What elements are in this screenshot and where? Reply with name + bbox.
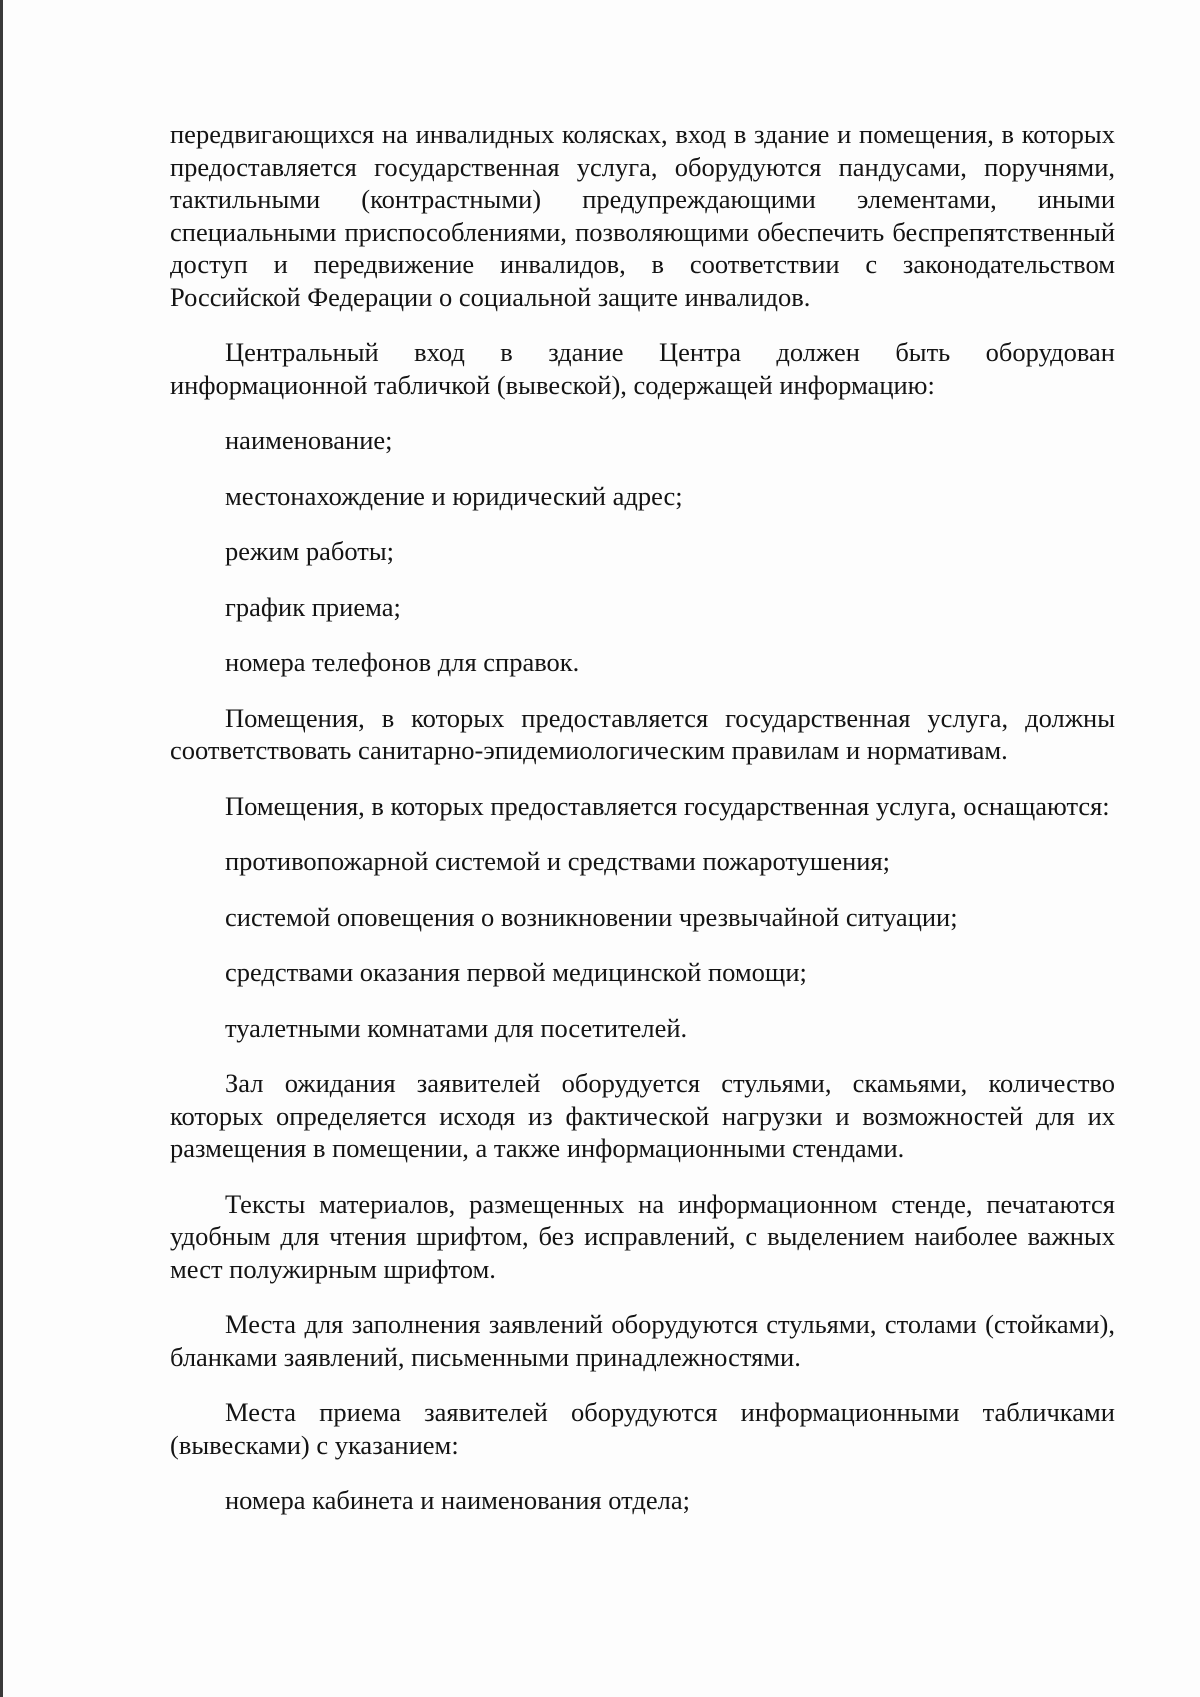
paragraph-accessibility-continuation: передвигающихся на инвалидных колясках, вход в здание и помещения, в которых предоставляется государственная услуга, оборудуются пандусами, поручнями, тактильными (контрастными) предупреждающими элементами, иными специальными приспособлениями, позволяющими обеспечить беспрепятственный доступ и передвижение инвалидов, в соответствии с законодательством Российской Федерации о социальной защите инвалидов. bbox=[170, 119, 1115, 312]
paragraph-sanitary-rules: Помещения, в которых предоставляется государственная услуга, должны соответствовать санитарно-эпидемиологическим правилам и нормативам. bbox=[170, 702, 1115, 765]
list-item: системой оповещения о возникновении чрезвычайной ситуации; bbox=[225, 901, 958, 932]
list-item: туалетными комнатами для посетителей. bbox=[225, 1012, 688, 1043]
paragraph-application-places: Места для заполнения заявлений оборудуются стульями, столами (стойками), бланками заявлений, письменными принадлежностями. bbox=[170, 1309, 1115, 1372]
scan-edge bbox=[0, 0, 3, 1697]
paragraph-reception-places: Места приема заявителей оборудуются информационными табличками (вывесками) с указанием: bbox=[170, 1397, 1115, 1460]
list-item: номера телефонов для справок. bbox=[225, 647, 580, 677]
paragraph-central-entrance: Центральный вход в здание Центра должен быть оборудован информационной табличкой (вывеской), содержащей информацию: bbox=[170, 337, 1115, 400]
list-item: режим работы; bbox=[225, 536, 395, 566]
paragraph-stand-texts: Тексты материалов, размещенных на информационном стенде, печатаются удобным для чтения шрифтом, без исправлений, с выделением наиболее важных мест полужирным шрифтом. bbox=[170, 1188, 1115, 1284]
list-item: наименование; bbox=[225, 425, 393, 455]
list-item: противопожарной системой и средствами пожаротушения; bbox=[225, 846, 890, 876]
list-item: средствами оказания первой медицинской помощи; bbox=[225, 957, 807, 987]
list-item: местонахождение и юридический адрес; bbox=[225, 480, 683, 511]
document-body bbox=[170, 118, 1115, 1540]
paragraph-premises-equipment: Помещения, в которых предоставляется государственная услуга, оснащаются: bbox=[225, 790, 1110, 821]
list-item: график приема; bbox=[225, 591, 401, 622]
paragraph-waiting-hall: Зал ожидания заявителей оборудуется стульями, скамьями, количество которых определяется исходя из фактической нагрузки и возможностей для их размещения в помещении, а также информационными стендами. bbox=[170, 1068, 1115, 1163]
list-item: номера кабинета и наименования отдела; bbox=[225, 1485, 690, 1515]
